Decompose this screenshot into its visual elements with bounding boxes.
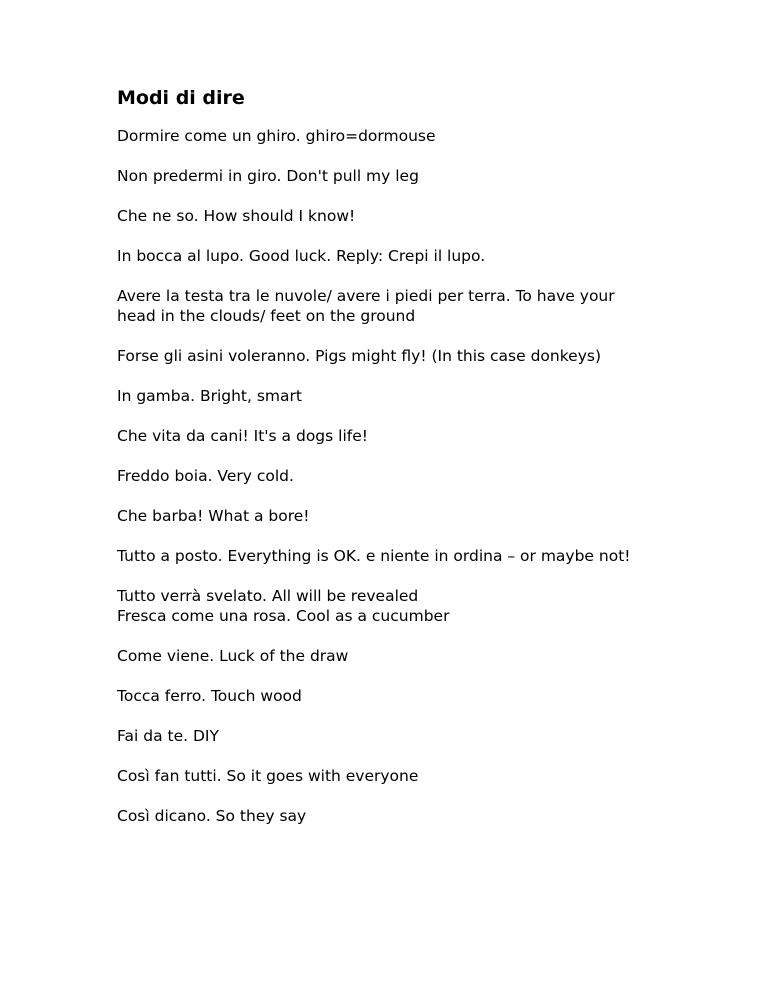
- phrase-avere-la-testa: Avere la testa tra le nuvole/ avere i piedi per terra. To have your head in the clouds/ feet on the ground: [117, 287, 615, 325]
- phrase-fai-da-te: Fai da te. DIY: [117, 727, 219, 745]
- phrase-che-barba: Che barba! What a bore!: [117, 507, 310, 525]
- phrase-fresca: Fresca come una rosa. Cool as a cucumber: [117, 607, 450, 625]
- phrase-forse-gli-asini: Forse gli asini voleranno. Pigs might fly! (In this case donkeys): [117, 347, 601, 365]
- phrase-freddo-boia: Freddo boia. Very cold.: [117, 467, 294, 485]
- phrase-tutto-verra: Tutto verrà svelato. All will be revealed: [117, 587, 419, 605]
- document-page: [117, 86, 637, 846]
- phrase-non-predermi: Non predermi in giro. Don't pull my leg: [117, 167, 419, 185]
- phrase-cosi-dicano: Così dicano. So they say: [117, 807, 307, 825]
- phrase-in-gamba: In gamba. Bright, smart: [117, 387, 302, 405]
- phrase-come-viene: Come viene. Luck of the draw: [117, 647, 349, 665]
- phrase-tutto-a-posto: Tutto a posto. Everything is OK. e niente in ordina – or maybe not!: [117, 547, 631, 565]
- page-title: Modi di dire: [117, 87, 245, 109]
- phrase-dormire: Dormire come un ghiro. ghiro=dormouse: [117, 127, 436, 145]
- phrase-che-vita: Che vita da cani! It's a dogs life!: [117, 427, 368, 445]
- phrase-in-bocca: In bocca al lupo. Good luck. Reply: Crepi il lupo.: [117, 247, 486, 265]
- phrase-che-ne-so: Che ne so. How should I know!: [117, 207, 356, 225]
- phrase-tocca-ferro: Tocca ferro. Touch wood: [117, 687, 302, 705]
- phrase-group: [117, 586, 637, 626]
- phrase-cosi-fan-tutti: Così fan tutti. So it goes with everyone: [117, 767, 419, 785]
